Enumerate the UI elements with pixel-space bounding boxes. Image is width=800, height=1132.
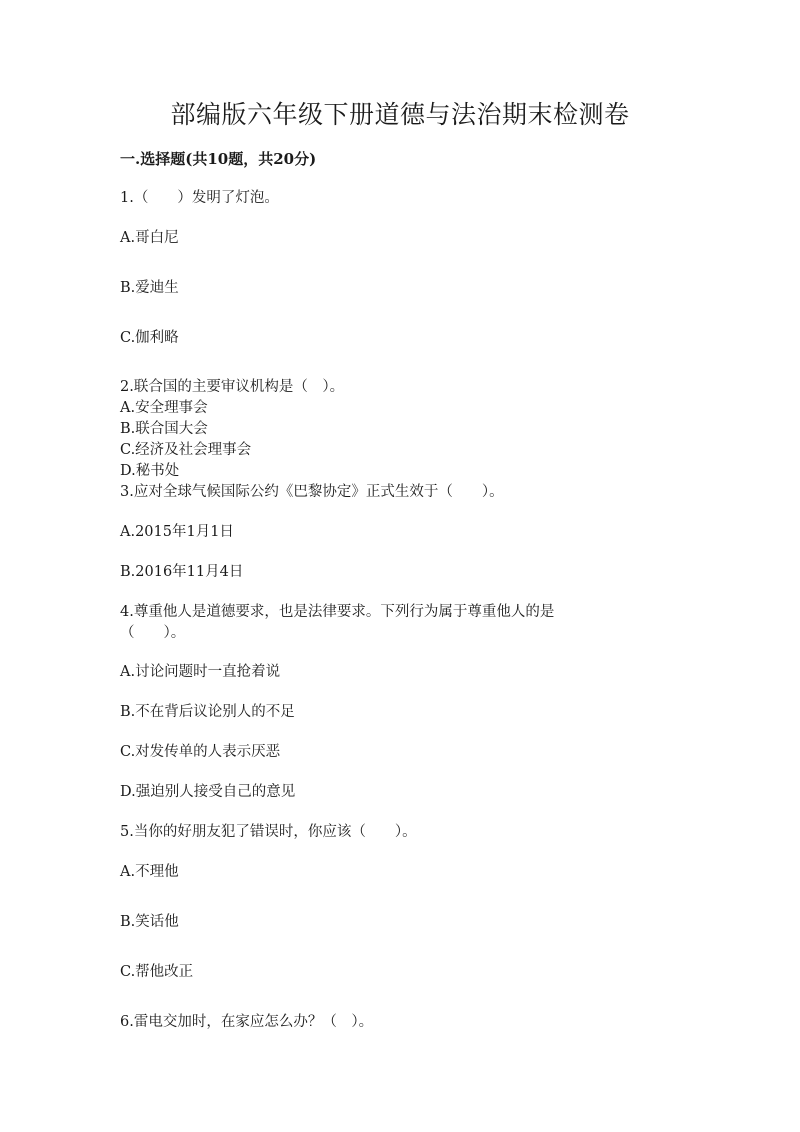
question-5-option-c: C.帮他改正 [120,964,194,980]
question-2-stem: 2.联合国的主要审议机构是（ ）。 [120,379,345,395]
question-5-stem: 5.当你的好朋友犯了错误时，你应该（ ）。 [120,824,417,840]
question-3-option-a: A.2015年1月1日 [120,524,234,540]
question-2-option-d: D.秘书处 [120,463,180,479]
question-1-option-b: B.爱迪生 [120,280,179,296]
question-1-option-a: A.哥白尼 [120,230,179,246]
question-4-option-c: C.对发传单的人表示厌恶 [120,744,281,760]
question-3-option-b: B.2016年11月4日 [120,564,244,580]
question-5-option-a: A.不理他 [120,864,179,880]
question-2-option-b: B.联合国大会 [120,421,208,437]
question-4-stem-line-1: 4.尊重他人是道德要求，也是法律要求。下列行为属于尊重他人的是 [120,604,555,620]
question-6-stem: 6.雷电交加时，在家应怎么办？（ ）。 [120,1014,374,1030]
question-1-stem: 1.（ ）发明了灯泡。 [120,190,279,206]
section-heading: 一.选择题(共10题，共20分) [120,150,317,168]
question-1-option-c: C.伽利略 [120,330,179,346]
question-2-option-c: C.经济及社会理事会 [120,442,252,458]
question-4-option-a: A.讨论问题时一直抢着说 [120,664,281,680]
page-title: 部编版六年级下册道德与法治期末检测卷 [170,100,630,129]
question-4-option-d: D.强迫别人接受自己的意见 [120,784,296,800]
question-4-stem-line-2: （ ）。 [120,625,186,641]
question-4-option-b: B.不在背后议论别人的不足 [120,704,295,720]
question-5-option-b: B.笑话他 [120,914,179,930]
question-2-option-a: A.安全理事会 [120,400,208,416]
question-3-stem: 3.应对全球气候国际公约《巴黎协定》正式生效于（ ）。 [120,484,504,500]
